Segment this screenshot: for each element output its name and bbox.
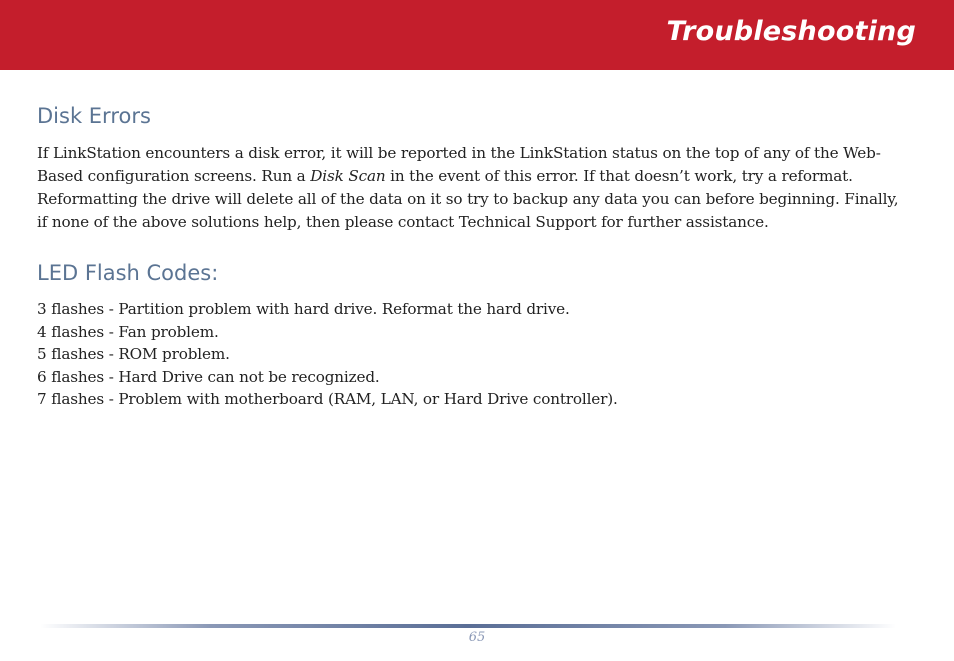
disk-scan-emphasis: Disk Scan bbox=[310, 167, 386, 185]
disk-errors-paragraph bbox=[37, 142, 907, 234]
page-number: 65 bbox=[468, 630, 486, 645]
led-code-item: 3 flashes - Partition problem with hard drive. Reformat the hard drive. bbox=[37, 300, 570, 318]
led-codes-list bbox=[37, 298, 618, 411]
led-code-item: 5 flashes - ROM problem. bbox=[37, 345, 230, 363]
led-code-item: 4 flashes - Fan problem. bbox=[37, 322, 219, 341]
led-code-item: 7 flashes - Problem with motherboard (RAM, LAN, or Hard Drive controller). bbox=[37, 390, 618, 408]
disk-errors-heading: Disk Errors bbox=[37, 104, 151, 128]
led-code-item: 6 flashes - Hard Drive can not be recognized. bbox=[37, 367, 380, 386]
disk-errors-text-part1: If LinkStation encounters a disk error, it will be reported in the LinkStation status on the top of any of the Web-Based configuration screens. Run a bbox=[37, 144, 881, 185]
disk-errors-text-part2: in the event of this error. If that doesn’t work, try a reformat. Reformatting the drive will delete all of the data on it so try to backup any data you can before beginning. Finally, if none of the above solutions help, then please contact Technical Support for further assistance. bbox=[37, 167, 899, 231]
footer-divider bbox=[40, 624, 896, 628]
led-codes-heading: LED Flash Codes: bbox=[37, 261, 219, 285]
page-title: Troubleshooting bbox=[666, 16, 916, 47]
